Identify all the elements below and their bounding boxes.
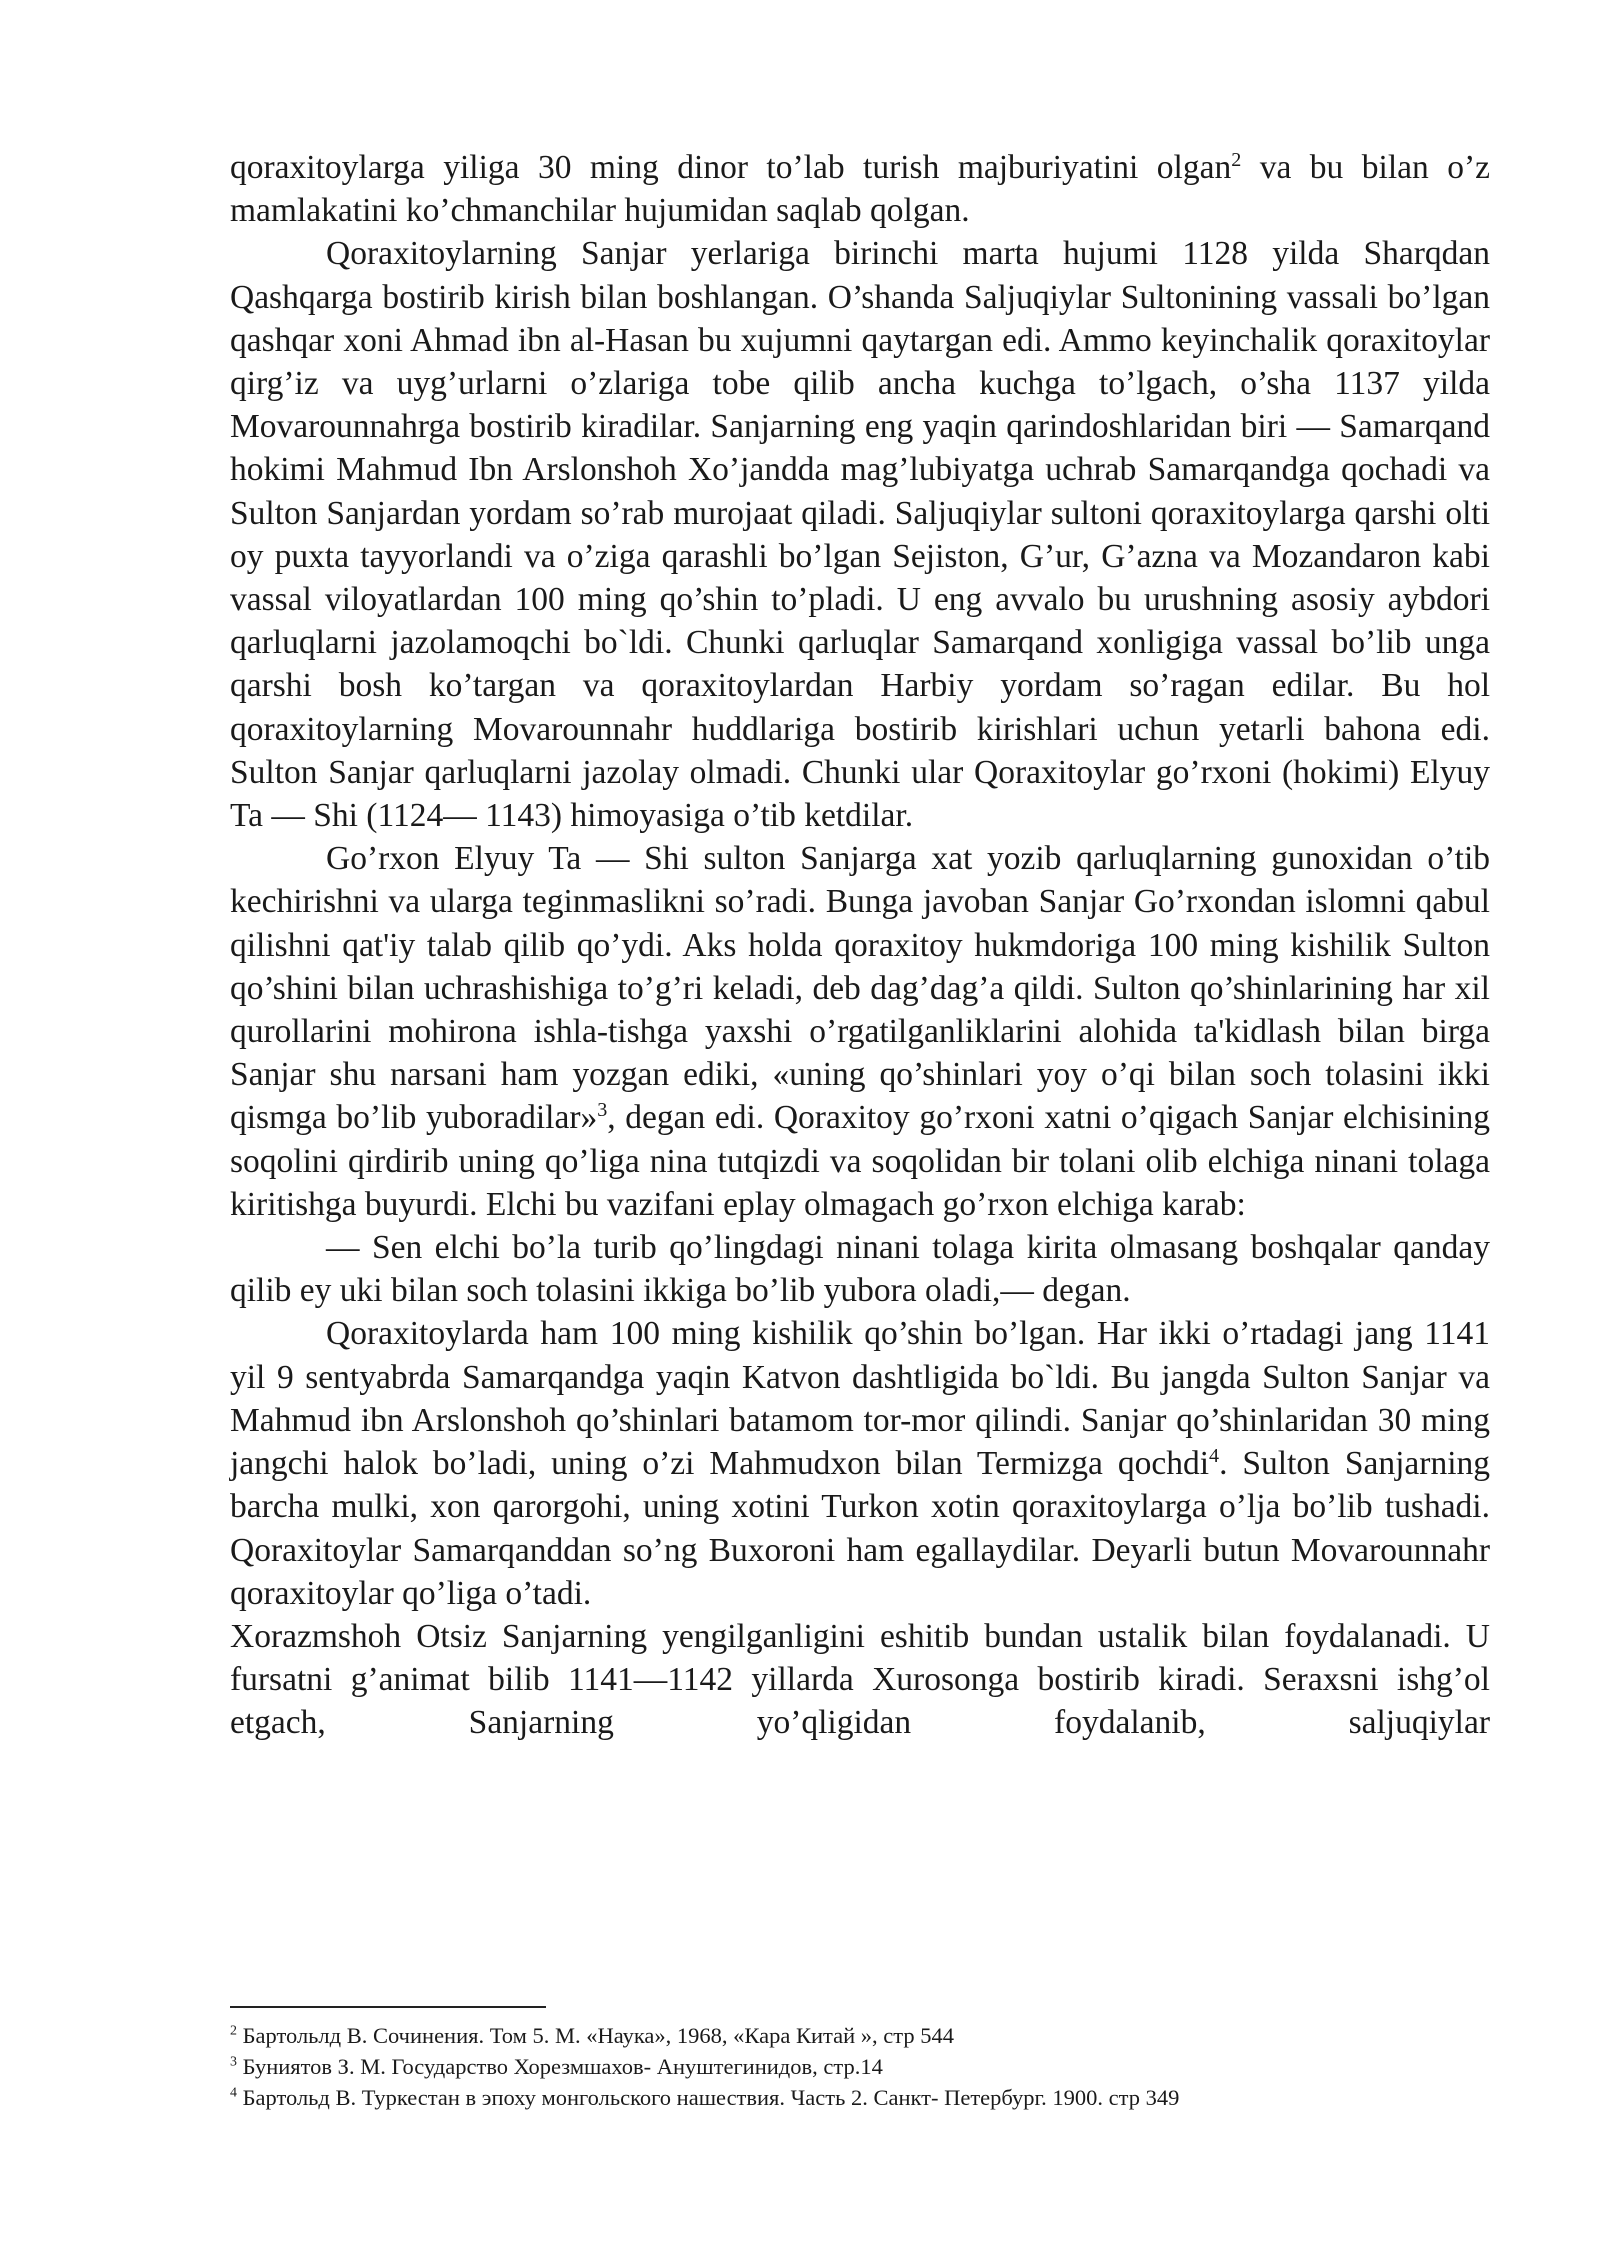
paragraph-5-text: Qoraxitoylarda ham 100 ming kishilik qo’shin bo’lgan. Har ikki o’rtadagi jang 1141 yil 9 sentyabrda Samarqandga yaqin Katvon dashtligida bo`ldi. Bu jangda Sulton Sanjar va Mahmud ibn Arslonshoh qo’shinlari batamom tor-mor qilindi. Sanjar qo’shinlaridan 30 ming jangchi halok bo’ladi, uning o’zi Mahmudxon bilan Termizga qochdi (230, 1315, 1490, 1483)
footnote-text: Бартольлд В. Сочинения. Том 5. М. «Наука», 1968, «Кара Китай », стр 544 (236, 2023, 954, 2048)
paragraph-3 (230, 837, 1490, 1226)
paragraph-1-text: qoraxitoylarga yiliga 30 ming dinor to’lab turish majburiyatini olgan (230, 149, 1232, 186)
footnote-text: Буниятов З. М. Государство Хорезмшахов- Ануштегинидов, стр.14 (236, 2054, 883, 2079)
paragraph-2: Qoraxitoylarning Sanjar yerlariga birinchi marta hujumi 1128 yilda Sharqdan Qashqarga bostirib kirish bilan boshlangan. O’shanda Saljuqiylar Sultonining vassali bo’lgan qashqar xoni Ahmad ibn al-Hasan bu xujumni qaytargan edi. Ammo keyinchalik qoraxitoylar qirg’iz va uyg’urlarni o’zlariga tobe qilib ancha kuchga to’lgach, o’sha 1137 yilda Movarounnahrga bostirib kiradilar. Sanjarning eng yaqin qarindoshlaridan biri — Samarqand hokimi Mahmud Ibn Arslonshoh Xo’jandda mag’lubiyatga uchrab Samarqandga qochadi va Sulton Sanjardan yordam so’rab murojaat qiladi. Saljuqiylar sultoni qoraxitoylarga qarshi olti oy puxta tayyorlandi va o’ziga qarashli bo’lgan Sejiston, G’ur, G’azna va Mozandaron kabi vassal viloyatlardan 100 ming qo’shin to’pladi. U eng avvalo bu urushning asosiy aybdori qarluqlarni jazolamoqchi bo`ldi. Chunki qarluqlar Samarqand xonligiga vassal bo’lib unga qarshi bosh ko’targan va qoraxitoylardan Harbiy yordam so’ragan edilar. Bu hol qoraxitoylarning Movarounnahr huddlariga bostirib kirishlari uchun yetarli bahona edi. Sulton Sanjar qarluqlarni jazolay olmadi. Chunki ular Qoraxitoylar go’rxoni (hokimi) Elyuy Ta — Shi (1124— 1143) himoyasiga o’tib ketdilar. (230, 235, 1490, 835)
footnote-number: 4 (230, 2085, 237, 2101)
footnote-divider (230, 2006, 546, 2008)
paragraph-1 (230, 146, 1490, 232)
paragraph-4: — Sen elchi bo’la turib qo’lingdagi ninani tolaga kirita olmasang boshqalar qanday qilib ey uki bilan soch tolasini ikkiga bo’lib yubora oladi,— degan. (230, 1229, 1490, 1310)
footnote-text: Бартольд В. Туркестан в эпоху монгольского нашествия. Часть 2. Санкт- Петербург. 1900. стр 349 (236, 2085, 1180, 2110)
paragraph-6: Xorazmshoh Otsiz Sanjarning yengilganligini eshitib bundan ustalik bilan foydalanadi. U fursatni g’animat bilib 1141—1142 yillarda Xurosonga bostirib kiradi. Seraxsni ishg’ol etgach, Sanjarning yo’qligidan foydalanib, saljuqiylar (230, 1617, 1490, 1742)
footnote-2 (230, 2020, 1490, 2051)
paragraph-3-tail: , degan edi. Qoraxitoy go’rxoni xatni o’qigach Sanjar elchisining soqolini qirdirib uning qo’liga nina tutqizdi va soqolidan bir tolani olib elchiga ninani tolaga kiritishga buyurdi. Elchi bu vazifani eplay olmagach go’rxon elchiga karab: (230, 1099, 1490, 1223)
paragraph-3-text: Go’rxon Elyuy Ta — Shi sulton Sanjarga xat yozib qarluqlarning gunoxidan o’tib kechirishni va ularga teginmaslikni so’radi. Bunga javoban Sanjar Go’rxondan islomni qabul qilishni qat'iy talab qilib qo’ydi. Aks holda qoraxitoy hukmdoriga 100 ming kishilik Sulton qo’shini bilan uchrashishiga to’g’ri keladi, deb dag’dag’a qildi. Sulton qo’shinlarining har xil qurollarini mohirona ishla-tishga yaxshi o’rgatilganliklarini alohida ta'kidlash bilan birga Sanjar shu narsani ham yozgan ediki, «uning qo’shinlari yoy o’qi bilan soch tolasini ikki qismga bo’lib yuboradilar» (230, 840, 1490, 1137)
footnote-ref-2[interactable]: 2 (1231, 148, 1242, 171)
footnote-number: 3 (230, 2054, 237, 2070)
paragraph-5 (230, 1312, 1490, 1614)
footnote-ref-3[interactable]: 3 (597, 1099, 608, 1122)
footnote-4 (230, 2082, 1490, 2113)
footnote-3 (230, 2051, 1490, 2082)
footnotes (230, 2006, 1490, 2113)
footnote-ref-4[interactable]: 4 (1209, 1444, 1220, 1467)
paragraph-5-tail: . Sulton Sanjarning barcha mulki, xon qarorgohi, uning xotini Turkon xotin qoraxitoylarga o’lja bo’lib tushadi. Qoraxitoylar Samarqanddan so’ng Buxoroni ham egallaydilar. Deyarli butun Movarounnahr qoraxitoylar qo’liga o’tadi. (230, 1445, 1491, 1612)
footnote-number: 2 (230, 2023, 237, 2039)
paragraph-1-tail: va bu bilan o’z mamlakatini ko’chmanchilar hujumidan saqlab qolgan. (230, 149, 1490, 230)
page-body (230, 146, 1490, 1745)
